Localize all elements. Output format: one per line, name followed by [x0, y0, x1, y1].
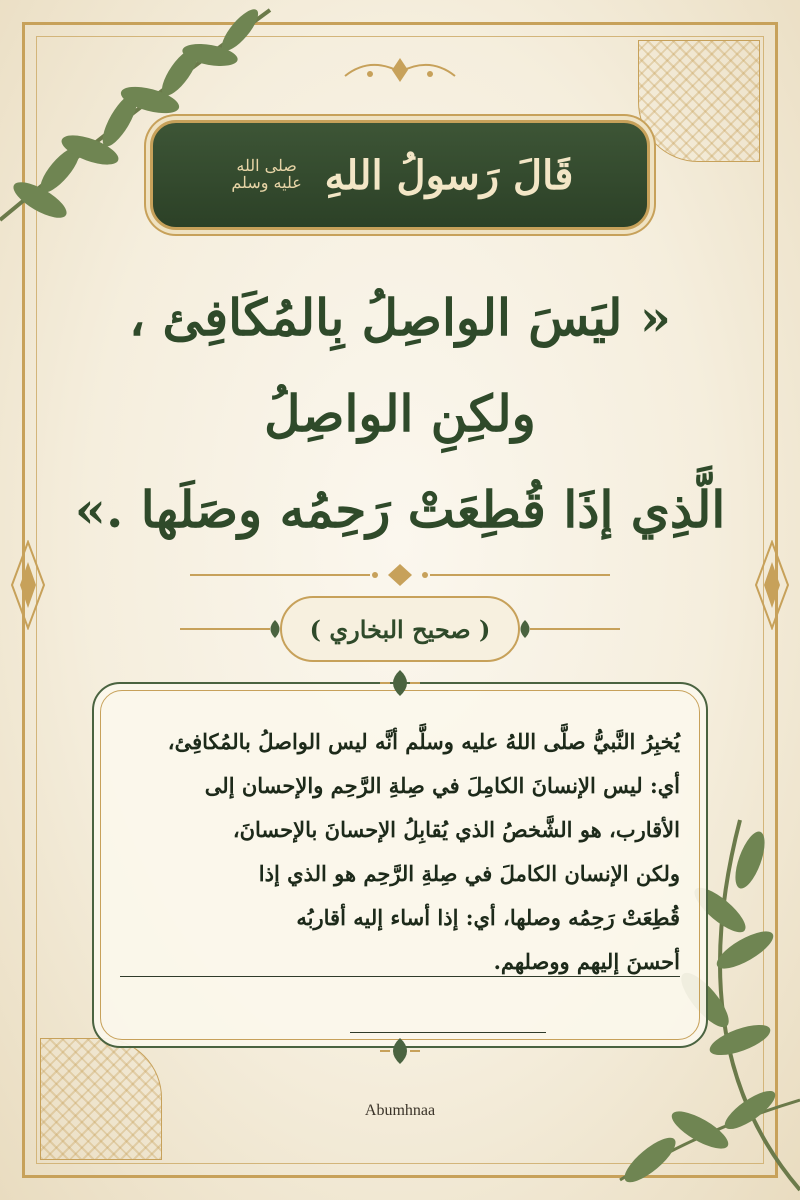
hadith-line: الَّذِي إذَا قُطِعَتْ رَحِمُه وصَلَها .»: [74, 480, 726, 539]
source-line-right: [530, 628, 620, 630]
salutation-seal: صلى الله عليه وسلم: [231, 156, 302, 192]
hadith-line: ولكِنِ الواصِلُ: [264, 384, 536, 443]
source-badge: [280, 596, 520, 662]
explanation-line: ولكن الإنسان الكاملَ في صِلةِ الرَّحِم هو الذي إذا: [258, 861, 680, 886]
text-underline: [350, 1032, 546, 1033]
explanation-line: الأقارب، هو الشَّخصُ الذي يُقابِلُ الإحسانَ بالإحسانَ،: [232, 817, 680, 842]
banner-title: قَالَ رَسولُ اللهِ: [324, 151, 574, 199]
source-row: [180, 596, 620, 662]
explanation-line: أحسنَ إليهم ووصلهم.: [493, 949, 680, 974]
hadith-line: « ليَسَ الواصِلُ بِالمُكَافِئ ،: [129, 288, 671, 347]
source-label: ( صحيح البخاري ): [309, 614, 491, 644]
divider-ornament-icon: [150, 562, 650, 588]
hadith-text: [60, 270, 740, 558]
side-ornament-right-icon: [752, 540, 792, 630]
source-line-left: [180, 628, 270, 630]
explanation-text: [120, 720, 680, 984]
leaf-ornament-icon: [380, 668, 420, 698]
top-flourish-icon: [340, 50, 460, 90]
corner-ornament-top-right: [638, 40, 760, 162]
title-banner: [150, 120, 650, 230]
leaf-ornament-icon: [380, 1036, 420, 1066]
explanation-line: قُطِعَتْ رَحِمُه وصلها، أي: إذا أساء إليه أقاربُه: [296, 905, 680, 930]
text-underline: [120, 976, 680, 977]
explanation-line: يُخبِرُ النَّبيُّ صلَّى اللهُ عليه وسلَّم أنَّه ليس الواصلُ بالمُكافِئ،: [167, 729, 680, 754]
side-ornament-left-icon: [8, 540, 48, 630]
explanation-line: أي: ليس الإنسانَ الكامِلَ في صِلةِ الرَّحِم والإحسان إلى: [204, 773, 680, 798]
corner-ornament-bottom-left: [40, 1038, 162, 1160]
author-signature: Abumhnaa: [364, 1102, 436, 1119]
